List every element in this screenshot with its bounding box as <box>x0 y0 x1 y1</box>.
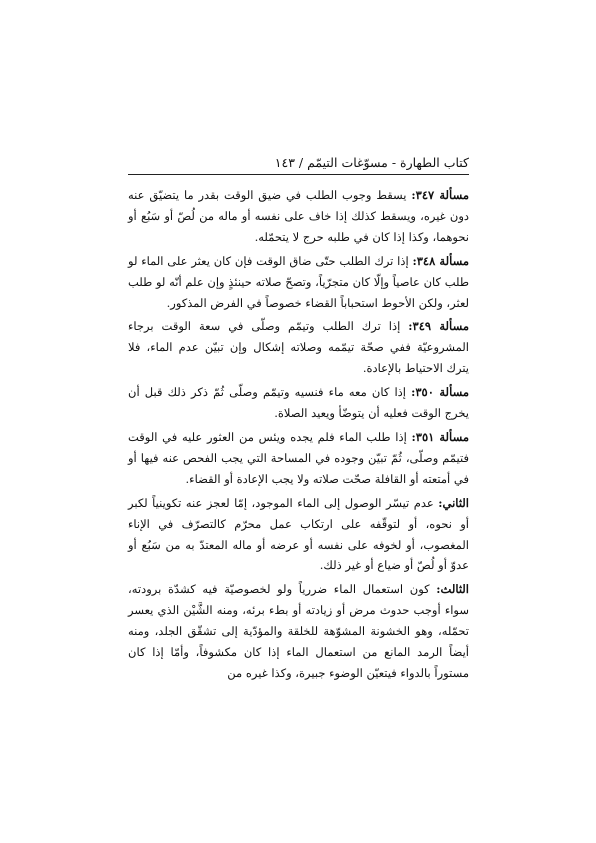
header-rule <box>128 174 469 175</box>
third-condition-paragraph <box>128 579 469 684</box>
issue-label: مسألة ٣٤٨: <box>412 253 469 268</box>
condition-label: الثاني: <box>438 495 469 510</box>
body-text <box>128 185 469 687</box>
issue-text: إذا ترك الطلب حتّى ضاق الوقت فإن كان يعثر على الماء لو طلب كان عاصياً وإلّا كان متجرّياً، وتصحّ صلاته حينئذٍ وإن علم أنّه لو طلب لعثر، ولكن الأحوط استحباباً القضاء خصوصاً في الفرض المذكور. <box>128 253 469 310</box>
issue-label: مسألة ٣٥١: <box>411 429 469 444</box>
condition-text: كون استعمال الماء ضررياً ولو لخصوصيّة فيه كشدّة برودته، سواء أوجب حدوث مرض أو زيادته أو بطء برئه، ومنه الشَّيْن الذي يعسر تحمّله، وهو الخشونة المشوّهة للخلقة والمؤدّية إلى تشقّق الجلد، ومنه أيضاً الرمد المانع من استعمال الماء إذا كان مكشوفاً، وأمّا إذا كان مستوراً بالدواء فيتعيّن الوضوء جبيرة، وكذا غيره من <box>128 582 469 680</box>
running-header: كتاب الطهارة - مسوّغات التيمّم / ١٤٣ <box>274 155 469 170</box>
issue-label: مسألة ٣٤٩: <box>408 319 469 334</box>
issue-347-paragraph <box>128 185 469 248</box>
issue-label: مسألة ٣٥٠: <box>411 385 469 400</box>
issue-text: إذا كان معه ماء فنسيه وتيمّم وصلّى ثُمّ ذكر ذلك قبل أن يخرج الوقت فعليه أن يتوضّأ ويعيد الصلاة. <box>128 385 469 421</box>
issue-348-paragraph <box>128 251 469 314</box>
issue-349-paragraph <box>128 316 469 379</box>
condition-text: عدم تيسّر الوصول إلى الماء الموجود، إمّا لعجز عنه تكوينياً لكبر أو نحوه، أو لتوقّفه على ارتكاب عمل محرّم كالتصرّف في الإناء المغصوب، أو لخوفه على نفسه أو عرضه أو ماله المعتدّ به من سَبُع أو عدوّ أو لُصّ أو ضياع أو غير ذلك. <box>128 495 469 573</box>
issue-text: إذا ترك الطلب وتيمّم وصلّى في سعة الوقت برجاء المشروعيّة ففي صحّة تيمّمه وصلاته إشكال وإن تبيّن عدم الماء، فلا يترك الاحتياط بالإعادة. <box>128 319 469 376</box>
issue-351-paragraph <box>128 427 469 490</box>
issue-text: إذا طلب الماء فلم يجده ويئس من العثور عليه في الوقت فتيمّم وصلّى، ثُمّ تبيّن وجوده في المساحة التي يجب الفحص عنه فيها أو في أمتعته أو القافلة صحّت صلاته ولا يجب الإعادة أو القضاء. <box>128 429 469 486</box>
condition-label: الثالث: <box>436 582 469 597</box>
issue-label: مسألة ٣٤٧: <box>411 188 469 202</box>
issue-text: يسقط وجوب الطلب في ضيق الوقت بقدر ما يتضيّق عنه دون غيره، ويسقط كذلك إذا خاف على نفسه أو ماله من لُصّ أو سَبُع أو نحوهما، وكذا إذا كان في طلبه حرج لا يتحمّله. <box>128 188 469 244</box>
second-condition-paragraph <box>128 493 469 577</box>
issue-350-paragraph <box>128 382 469 424</box>
